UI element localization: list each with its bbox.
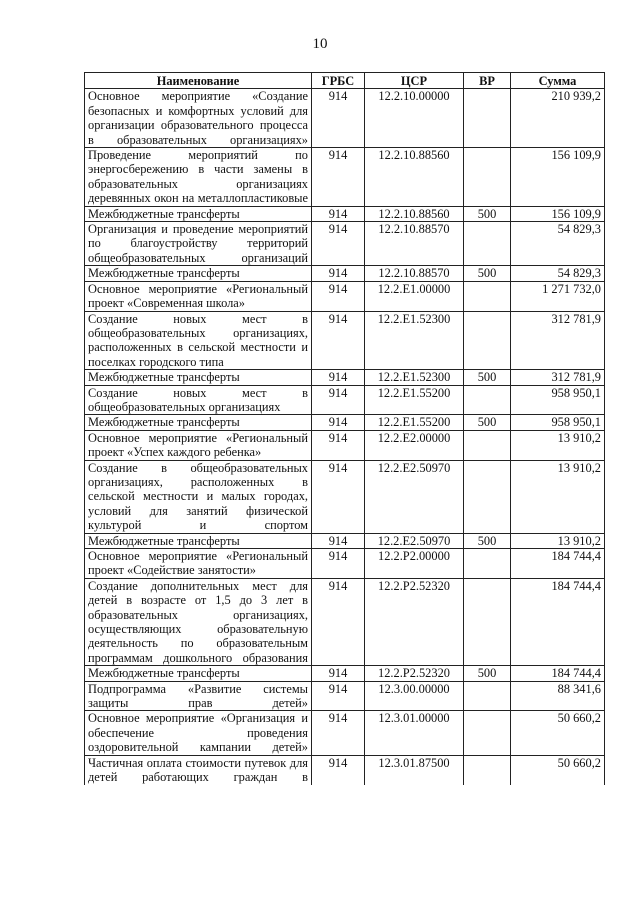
row-name: Основное мероприятие «Организация и обеспечение проведения оздоровительной кампании детей» [85, 711, 312, 755]
row-csr: 12.2.Р2.52320 [365, 578, 464, 665]
header-vr: ВР [464, 73, 511, 89]
row-csr: 12.2.Р2.52320 [365, 666, 464, 681]
row-sum: 312 781,9 [511, 311, 605, 370]
table-header-row [85, 73, 605, 89]
row-vr: 500 [464, 666, 511, 681]
row-grbs: 914 [312, 311, 365, 370]
row-sum: 184 744,4 [511, 549, 605, 579]
row-vr [464, 430, 511, 460]
row-vr [464, 281, 511, 311]
row-sum: 54 829,3 [511, 266, 605, 281]
row-sum: 13 910,2 [511, 460, 605, 533]
table-row [85, 430, 605, 460]
row-csr: 12.3.00.00000 [365, 681, 464, 711]
row-vr [464, 311, 511, 370]
row-vr [464, 89, 511, 148]
row-grbs: 914 [312, 415, 365, 430]
row-csr: 12.2.Е1.52300 [365, 311, 464, 370]
row-sum: 54 829,3 [511, 222, 605, 266]
row-grbs: 914 [312, 681, 365, 711]
table-row [85, 281, 605, 311]
row-name: Проведение мероприятий по энергосбережению в части замены в образовательных организациях деревянных окон на металлопластиковые [85, 148, 312, 207]
row-sum: 958 950,1 [511, 415, 605, 430]
row-name: Межбюджетные трансферты [85, 415, 312, 430]
row-csr: 12.3.01.87500 [365, 755, 464, 784]
row-grbs: 914 [312, 549, 365, 579]
row-grbs: 914 [312, 460, 365, 533]
row-grbs: 914 [312, 533, 365, 548]
table-row [85, 206, 605, 221]
row-sum: 50 660,2 [511, 755, 605, 784]
row-grbs: 914 [312, 148, 365, 207]
row-sum: 184 744,4 [511, 666, 605, 681]
row-csr: 12.2.Е1.52300 [365, 370, 464, 385]
row-sum: 184 744,4 [511, 578, 605, 665]
row-csr: 12.2.10.00000 [365, 89, 464, 148]
table-row [85, 711, 605, 755]
row-csr: 12.2.Е1.00000 [365, 281, 464, 311]
row-vr: 500 [464, 533, 511, 548]
row-vr [464, 148, 511, 207]
row-grbs: 914 [312, 666, 365, 681]
row-grbs: 914 [312, 281, 365, 311]
row-vr [464, 681, 511, 711]
row-csr: 12.3.01.00000 [365, 711, 464, 755]
row-csr: 12.2.Е1.55200 [365, 415, 464, 430]
row-csr: 12.2.10.88560 [365, 206, 464, 221]
row-csr: 12.2.Р2.00000 [365, 549, 464, 579]
row-vr: 500 [464, 415, 511, 430]
table-row [85, 549, 605, 579]
row-name: Создание новых мест в общеобразовательных организациях, расположенных в сельской местности и поселках городского типа [85, 311, 312, 370]
row-grbs: 914 [312, 266, 365, 281]
table-row [85, 681, 605, 711]
row-name: Основное мероприятие «Создание безопасных и комфортных условий для организации образовательного процесса в образовательных организациях» [85, 89, 312, 148]
header-sum: Сумма [511, 73, 605, 89]
row-name: Подпрограмма «Развитие системы защиты прав детей» [85, 681, 312, 711]
table-row [85, 415, 605, 430]
row-name: Основное мероприятие «Региональный проект «Содействие занятости» [85, 549, 312, 579]
row-vr: 500 [464, 266, 511, 281]
row-grbs: 914 [312, 578, 365, 665]
page-number: 10 [312, 36, 328, 52]
row-name: Межбюджетные трансферты [85, 370, 312, 385]
table-row [85, 666, 605, 681]
header-grbs: ГРБС [312, 73, 365, 89]
table-row [85, 578, 605, 665]
row-vr [464, 549, 511, 579]
row-csr: 12.2.Е2.00000 [365, 430, 464, 460]
row-csr: 12.2.Е1.55200 [365, 385, 464, 415]
row-vr [464, 578, 511, 665]
row-name: Организация и проведение мероприятий по благоустройству территорий общеобразовательных организаций [85, 222, 312, 266]
table-row [85, 266, 605, 281]
row-sum: 88 341,6 [511, 681, 605, 711]
row-grbs: 914 [312, 370, 365, 385]
row-vr [464, 755, 511, 784]
row-grbs: 914 [312, 755, 365, 784]
row-sum: 50 660,2 [511, 711, 605, 755]
row-vr: 500 [464, 206, 511, 221]
header-csr: ЦСР [365, 73, 464, 89]
table-row [85, 755, 605, 784]
table-row [85, 89, 605, 148]
row-name: Создание в общеобразовательных организациях, расположенных в сельской местности и малых городах, условий для занятий физической культурой и спортом [85, 460, 312, 533]
row-name: Частичная оплата стоимости путевок для детей работающих граждан в [85, 755, 312, 784]
row-vr [464, 460, 511, 533]
row-name: Межбюджетные трансферты [85, 666, 312, 681]
row-sum: 210 939,2 [511, 89, 605, 148]
row-grbs: 914 [312, 385, 365, 415]
row-csr: 12.2.10.88570 [365, 222, 464, 266]
row-csr: 12.2.10.88570 [365, 266, 464, 281]
table-row [85, 385, 605, 415]
row-vr: 500 [464, 370, 511, 385]
row-csr: 12.2.Е2.50970 [365, 460, 464, 533]
table-row [85, 460, 605, 533]
row-vr [464, 711, 511, 755]
header-name: Наименование [85, 73, 312, 89]
row-grbs: 914 [312, 222, 365, 266]
row-sum: 312 781,9 [511, 370, 605, 385]
row-name: Основное мероприятие «Региональный проект «Успех каждого ребенка» [85, 430, 312, 460]
row-name: Основное мероприятие «Региональный проект «Современная школа» [85, 281, 312, 311]
row-sum: 13 910,2 [511, 533, 605, 548]
row-grbs: 914 [312, 711, 365, 755]
row-name: Межбюджетные трансферты [85, 206, 312, 221]
row-vr [464, 385, 511, 415]
row-sum: 13 910,2 [511, 430, 605, 460]
row-vr [464, 222, 511, 266]
row-sum: 958 950,1 [511, 385, 605, 415]
budget-table [84, 72, 605, 785]
row-sum: 156 109,9 [511, 206, 605, 221]
row-grbs: 914 [312, 430, 365, 460]
row-name: Межбюджетные трансферты [85, 533, 312, 548]
table-row [85, 533, 605, 548]
table-row [85, 222, 605, 266]
row-grbs: 914 [312, 206, 365, 221]
row-grbs: 914 [312, 89, 365, 148]
row-csr: 12.2.10.88560 [365, 148, 464, 207]
table-row [85, 311, 605, 370]
row-csr: 12.2.Е2.50970 [365, 533, 464, 548]
table-row [85, 148, 605, 207]
table-row [85, 370, 605, 385]
row-name: Межбюджетные трансферты [85, 266, 312, 281]
row-name: Создание новых мест в общеобразовательных организациях [85, 385, 312, 415]
row-name: Создание дополнительных мест для детей в возрасте от 1,5 до 3 лет в образовательных организациях, осуществляющих образовательную деятельность по образовательным программам дошкольного образования [85, 578, 312, 665]
row-sum: 1 271 732,0 [511, 281, 605, 311]
row-sum: 156 109,9 [511, 148, 605, 207]
